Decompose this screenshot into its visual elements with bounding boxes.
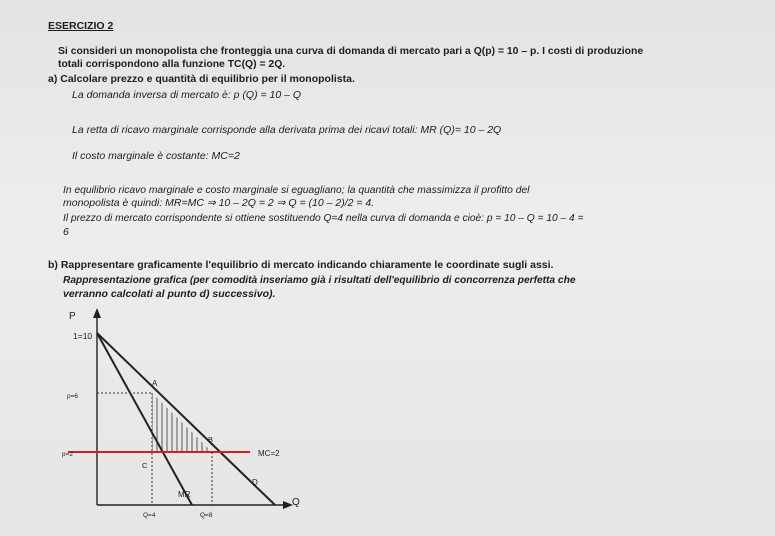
monopoly-price-label: p=6 — [67, 393, 79, 400]
exercise-title: ESERCIZIO 2 — [48, 20, 114, 32]
part-b-question: b) Rappresentare graficamente l'equilibrio di mercato indicando chiaramente le coordinate sugli assi. — [48, 259, 554, 271]
competitive-price-label: p=2 — [62, 451, 74, 458]
intro-line-1: Si consideri un monopolista che fronteggia una curva di domanda di mercato pari a Q(p) = 10 – p. I costi di produzione — [58, 46, 644, 57]
monopoly-quantity-label: Q=4 — [143, 512, 156, 519]
deadweight-loss-area — [152, 393, 212, 452]
price-line-2: 6 — [63, 226, 69, 238]
point-c-label: C — [142, 461, 148, 470]
marginal-cost-text: Il costo marginale è costante: MC=2 — [72, 150, 240, 162]
mc-label: MC=2 — [258, 449, 280, 458]
price-line-1: Il prezzo di mercato corrispondente si ottiene sostituendo Q=4 nella curva di domanda e cioè: p = 10 – Q = 10 – 4 = — [63, 213, 584, 224]
part-a-question: a) Calcolare prezzo e quantità di equilibrio per il monopolista. — [48, 73, 355, 85]
intro-line-2: totali corrispondono alla funzione TC(Q) = 2Q. — [58, 59, 286, 70]
y-axis-arrow — [93, 308, 101, 318]
part-b-note-line-1: Rappresentazione grafica (per comodità inseriamo già i risultati dell'equilibrio di concorrenza perfetta che — [63, 275, 576, 286]
mr-label: MR — [178, 490, 191, 499]
x-axis-label: Q — [292, 497, 300, 508]
point-a-label: A — [152, 379, 158, 388]
marginal-revenue-text: La retta di ricavo marginale corrisponde alla derivata prima dei ricavi totali: MR (Q)= 10 – 2Q — [72, 124, 502, 136]
competitive-quantity-label: Q=8 — [200, 512, 213, 519]
equilibrium-line-1: In equilibrio ricavo marginale e costo marginale si eguagliano; la quantità che massimizza il profitto del — [63, 185, 530, 196]
inverse-demand-text: La domanda inversa di mercato è: p (Q) = 10 – Q — [72, 89, 302, 101]
point-d-label: D — [252, 478, 258, 487]
y-axis-label: P — [69, 311, 76, 322]
part-b-note-line-2: verranno calcolati al punto d) successivo). — [63, 288, 276, 300]
equilibrium-line-2: monopolista è quindi: MR=MC ⇒ 10 – 2Q = 2 ⇒ Q = (10 – 2)/2 = 4. — [63, 197, 375, 209]
demand-curve — [97, 333, 275, 505]
point-b-label: B — [208, 435, 214, 444]
intercept-label: 1=10 — [73, 331, 93, 341]
